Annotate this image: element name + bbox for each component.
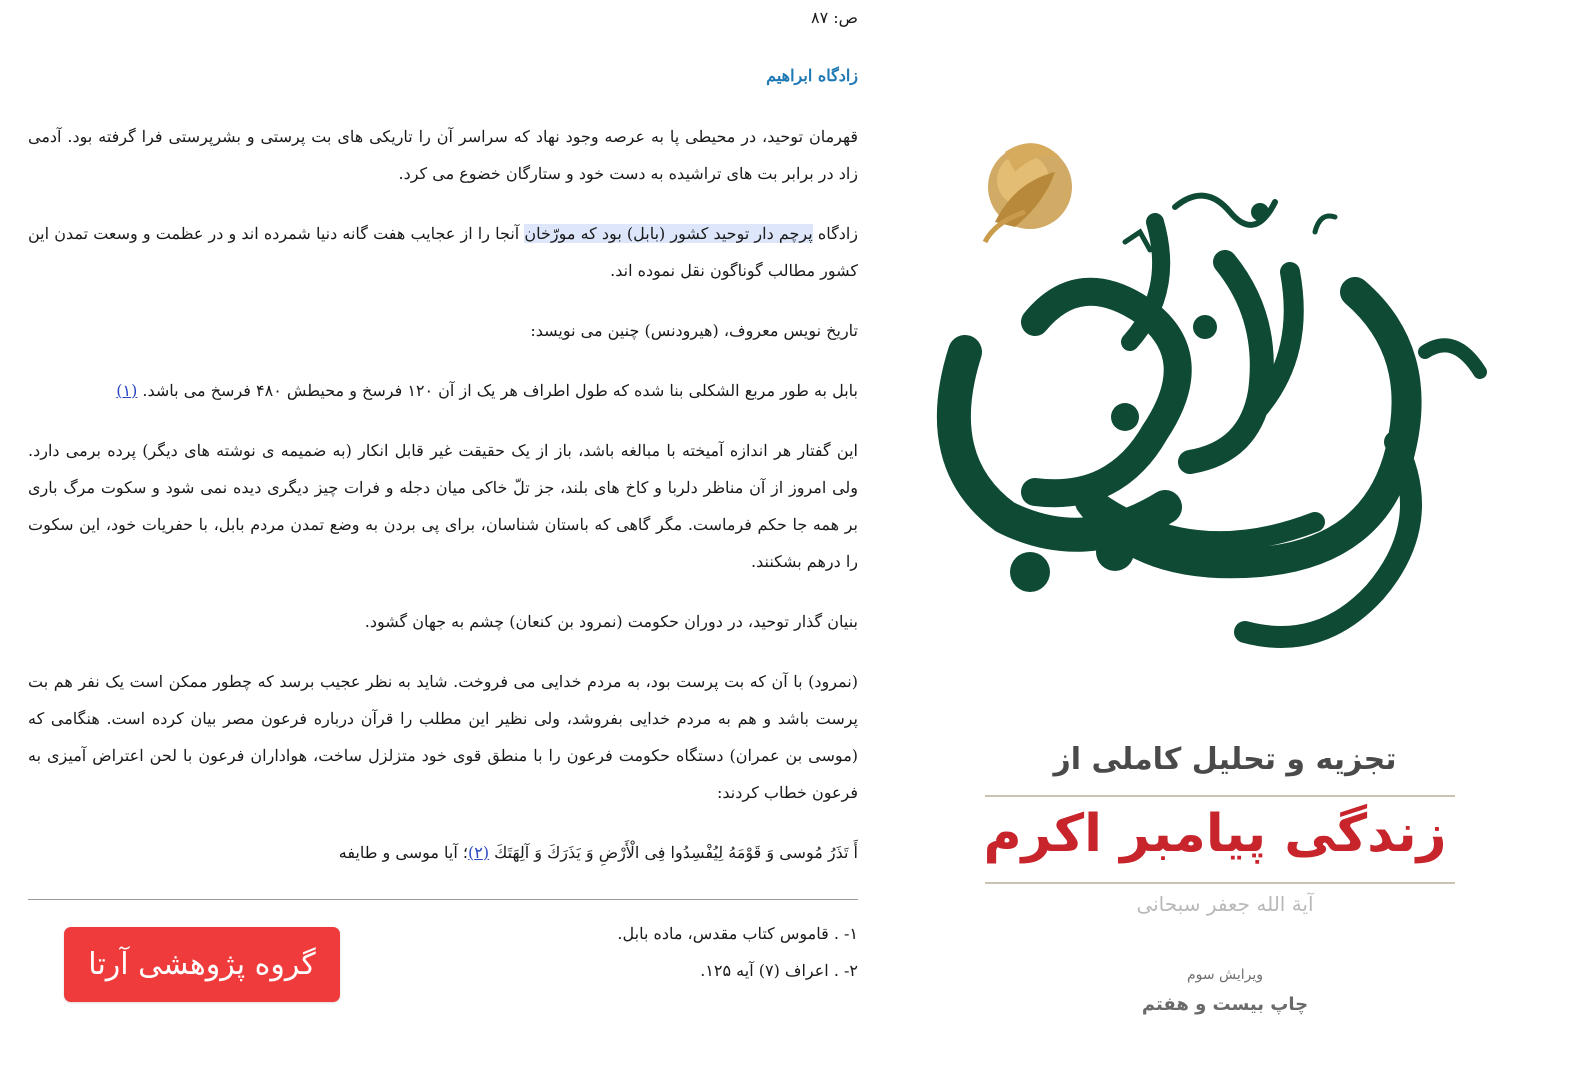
paragraph-2 bbox=[28, 215, 858, 289]
publisher-badge: گروه پژوهشی آرتا bbox=[64, 927, 340, 1002]
cover-rule-top bbox=[985, 795, 1455, 797]
paragraph-4 bbox=[28, 372, 858, 409]
verse-translation: ؛ آیا موسی و طایفه bbox=[338, 843, 468, 862]
cover-rule-bottom bbox=[985, 882, 1455, 884]
footnote-2: ۲- . اعراف (۷) آیه ۱۲۵. bbox=[700, 961, 858, 980]
paragraph-8-quran-verse bbox=[28, 834, 858, 871]
paragraph-5: این گفتار هر اندازه آمیخته با مبالغه باشد، باز از یک حقیقت غیر قابل انکار (به ضمیمه ی نوشته های دیگر) پرده برمی دارد. ولی امروز از آن مناظر دلربا و کاخ های بلند، جز تلّ خاکی میان دجله و فرات چیز دیگری دیده نمی شود و سکوت مرگ باری بر همه جا حکم فرماست. مگر گاهی که باستان شناسان، برای پی بردن به وضع تمدن مردم بابل، با حفریات خود، این سکوت را درهم بشکنند. bbox=[28, 441, 858, 571]
paragraph-2-start: زادگاه bbox=[812, 224, 859, 243]
cover-author: آیة الله جعفر سبحانی bbox=[1136, 892, 1314, 916]
paragraph-1: قهرمان توحید، در محیطی پا به عرصه وجود نهاد که سراسر آن را تاریکی های بت پرستی و بشرپرستی فرا گرفته بود. آدمی زاد در برابر بت های تراشیده به دست خود و ستارگان خضوع می کرد. bbox=[28, 127, 858, 183]
cover-edition: ویرایش سوم bbox=[1186, 967, 1264, 983]
body-text bbox=[28, 118, 858, 894]
golden-emblem-icon bbox=[985, 143, 1072, 242]
paragraph-2-end: آنجا را از عجایب هفت گانه دنیا شمرده اند و در عظمت و وسعت تمدن این کشور مطالب گوناگون نقل نموده اند. bbox=[28, 224, 858, 280]
cover-printing: چاپ بیست و هفتم bbox=[1141, 994, 1309, 1015]
verse-text: أَ تَذَرُ مُوسی وَ قَوْمَهُ لِيُفْسِدُوا فِی الْأَرْضِ وَ يَذَرَكَ وَ آلِهَتَكَ bbox=[489, 843, 858, 862]
section-title: زادگاه ابراهیم bbox=[766, 66, 858, 85]
paragraph-4-text: بابل به طور مربع الشکلی بنا شده که طول اطراف هر یک از آن ۱۲۰ فرسخ و محیطش ۴۸۰ فرسخ می باشد. bbox=[142, 381, 858, 400]
footnote-1: ۱- . قاموس کتاب مقدس، ماده بابل. bbox=[617, 924, 858, 943]
paragraph-7: (نمرود) با آن که بت پرست بود، به مردم خدایی می فروخت. شاید به نظر عجیب برسد که چطور ممکن است یک نفر هم بت پرست باشد و هم به مردم خدایی بفروشد، ولی نظیر این مطلب را قرآن درباره فرعون مصر بیان کرده است. هنگامی که (موسی بن عمران) دستگاه حکومت فرعون را با منطق قوی خود متزلزل ساخت، هواداران فرعون با لحن اعتراض آمیزی به فرعون خطاب کردند: bbox=[28, 672, 859, 802]
footnote-link-2[interactable]: (۲) bbox=[467, 843, 490, 862]
book-page bbox=[28, 0, 858, 1080]
text-selection-highlight[interactable]: پرچم دار توحید کشور (بابل) بود که مورّخان bbox=[524, 224, 813, 243]
footnote-divider bbox=[28, 899, 858, 900]
paragraph-3: تاریخ نویس معروف، (هیرودنس) چنین می نویسد: bbox=[530, 321, 858, 340]
cover-title: زندگی پیامبر اکرم bbox=[983, 804, 1447, 864]
paragraph-6: بنیان گذار توحید، در دوران حکومت (نمرود بن کنعان) چشم به جهان گشود. bbox=[364, 612, 858, 631]
book-cover bbox=[925, 92, 1525, 1015]
cover-subtitle: تجزیه و تحلیل کاملی از bbox=[1053, 742, 1397, 777]
footnotes bbox=[617, 915, 858, 989]
footnote-link-1[interactable]: (۱) bbox=[116, 381, 138, 400]
page-number: ص: ۸۷ bbox=[810, 8, 858, 27]
